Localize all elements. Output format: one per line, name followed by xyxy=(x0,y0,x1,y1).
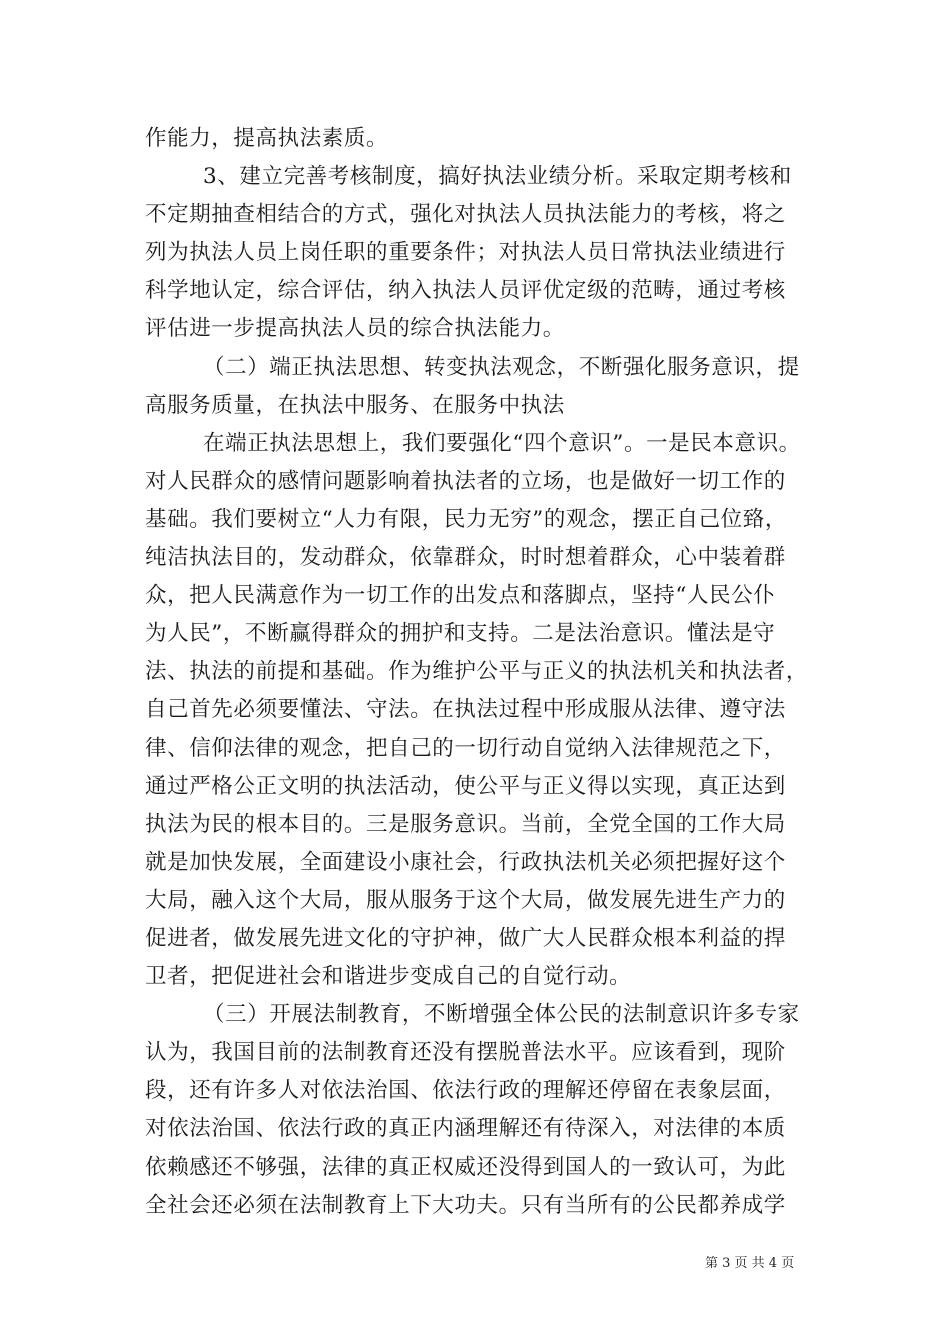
section-heading-line: （二）端正执法思想、转变执法观念，不断强化服务意识，提 xyxy=(203,354,800,380)
text-line: 全社会还必须在法制教育上下大功夫。只有当所有的公民都养成学 xyxy=(145,1192,786,1218)
text-line: 为人民”，不断赢得群众的拥护和支持。二是法治意识。懂法是守 xyxy=(145,621,776,647)
text-line: 卫者，把促进社会和谐进步变成自己的自觉行动。 xyxy=(145,964,632,990)
text-line: 对依法治国、依法行政的真正内涵理解还有待深入，对法律的本质 xyxy=(145,1116,786,1142)
text-line: 对人民群众的感情问题影响着执法者的立场，也是做好一切工作的 xyxy=(145,468,786,494)
text-line: 自己首先必须要懂法、守法。在执法过程中形成服从法律、遵守法 xyxy=(145,697,786,723)
section-heading-line: 高服务质量，在执法中服务、在服务中执法 xyxy=(145,392,565,418)
text-line: 评估进一步提高执法人员的综合执法能力。 xyxy=(145,316,565,342)
page-number: 第 3 页 共 4 页 xyxy=(705,1256,795,1271)
text-line: 法、执法的前提和基础。作为维护公平与正义的执法机关和执法者， xyxy=(145,659,809,685)
text-line: 科学地认定，综合评估，纳入执法人员评优定级的范畴，通过考核 xyxy=(145,278,786,304)
document-body xyxy=(145,120,823,1225)
section-heading-line: （三）开展法制教育，不断增强全体公民的法制意识许多专家 xyxy=(203,1002,800,1028)
text-line: 基础。我们要树立“人力有限，民力无穷”的观念，摆正自己位臵， xyxy=(145,506,787,532)
text-line: 认为，我国目前的法制教育还没有摆脱普法水平。应该看到，现阶 xyxy=(145,1040,786,1066)
text-line: 在端正执法思想上，我们要强化“四个意识”。一是民本意识。 xyxy=(203,430,801,456)
text-line: 依赖感还不够强，法律的真正权威还没得到国人的一致认可，为此 xyxy=(145,1154,786,1180)
text-line: 律、信仰法律的观念，把自己的一切行动自觉纳入法律规范之下， xyxy=(145,735,786,761)
text-line: 段，还有许多人对依法治国、依法行政的理解还停留在表象层面， xyxy=(145,1078,786,1104)
text-line: 通过严格公正文明的执法活动，使公平与正义得以实现，真正达到 xyxy=(145,773,786,799)
text-line: 纯洁执法目的，发动群众，依靠群众，时时想着群众，心中装着群 xyxy=(145,545,786,571)
text-line: 众，把人民满意作为一切工作的出发点和落脚点，坚持“人民公仆 xyxy=(145,583,776,609)
text-line: 大局，融入这个大局，服从服务于这个大局，做发展先进生产力的 xyxy=(145,887,786,913)
text-line: 3、建立完善考核制度，搞好执法业绩分析。采取定期考核和 xyxy=(203,164,792,190)
text-line: 列为执法人员上岗任职的重要条件；对执法人员日常执法业绩进行 xyxy=(145,240,786,266)
text-line: 促进者，做发展先进文化的守护神，做广大人民群众根本利益的捍 xyxy=(145,925,786,951)
text-line: 就是加快发展，全面建设小康社会，行政执法机关必须把握好这个 xyxy=(145,849,786,875)
text-line: 不定期抽查相结合的方式，强化对执法人员执法能力的考核，将之 xyxy=(145,202,786,228)
text-line: 执法为民的根本目的。三是服务意识。当前，全党全国的工作大局 xyxy=(145,811,786,837)
text-line: 作能力，提高执法素质。 xyxy=(145,126,389,151)
